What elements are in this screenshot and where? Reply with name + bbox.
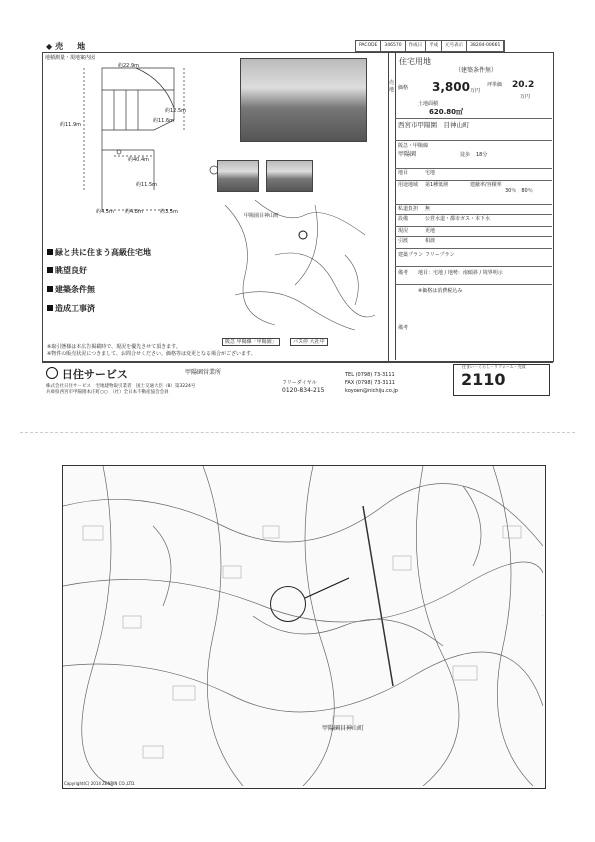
walk-time: 18分 — [476, 152, 488, 158]
price-unit: 万円 — [470, 88, 481, 94]
code-table — [355, 40, 505, 52]
row-label: 私道負担 — [398, 206, 419, 212]
row-label: 地目 — [398, 170, 409, 176]
area-label: 土地面積 — [418, 101, 439, 107]
feature-bullet: 緑と共に住まう高級住宅地 — [47, 247, 151, 259]
dimension-label: 約11.5m — [136, 182, 158, 188]
property-location-marker — [270, 586, 306, 622]
company-logo-icon — [46, 367, 58, 379]
map-copyright: Copyright(C) 2014 ZENRIN CO.,LTD. — [64, 781, 136, 786]
brand-number: 2110 — [461, 370, 506, 389]
disclaimer-note: ※取引態様は本広告掲載時で、現況を優先させて頂きます。 — [47, 344, 181, 350]
plan-caption: 地積測量・現地案内図 — [45, 55, 96, 61]
map-legend-station: 阪急 甲陽線「甲陽園」 — [222, 338, 280, 346]
row-label: 引渡 — [398, 238, 409, 244]
traffic-line: 阪急・甲陽線 — [398, 143, 429, 149]
remarks-label: 備考 — [398, 270, 409, 276]
map-area-label: 甲陽園目神山町 — [322, 725, 365, 732]
dimension-label: 約4.8m — [125, 209, 143, 215]
plot-plan-drawing — [44, 60, 234, 220]
code-cell: 元号表示 — [442, 41, 467, 51]
side-tab — [388, 52, 400, 360]
plan-value: フリープラン — [425, 252, 455, 258]
price-label: 価格 — [398, 85, 409, 91]
property-photo-small — [217, 160, 259, 192]
tsubo-label: 坪単価 — [487, 82, 503, 88]
address: 西宮市甲陽園 目神山町 — [398, 121, 470, 129]
row-label: 用途地域 — [398, 182, 419, 188]
company-address: 株式会社日住サービス 宅地建物取引業者 国土交通大臣（8）第3224号 — [46, 384, 196, 389]
row-label: 建蔽率/容積率 — [470, 182, 502, 188]
row-value: 宅地 — [425, 170, 436, 176]
row-value: 第1種低層 — [425, 182, 449, 188]
dimension-label: 約40.4m — [128, 157, 150, 163]
dimension-label: 約11.6m — [153, 118, 175, 124]
price-note: ※価格は消費税込み — [418, 288, 463, 294]
code-cell: 平成 — [426, 41, 442, 51]
area-map — [215, 195, 380, 335]
feature-bullet: 建築条件無 — [47, 284, 95, 296]
code-cell: 38204-00661 — [467, 41, 504, 51]
detailed-map-streets — [63, 466, 543, 786]
freedial-label: フリーダイヤル — [282, 380, 317, 386]
email: koyoen@nichiju.co.jp — [345, 388, 398, 394]
code-cell: 346570 — [381, 41, 405, 51]
dimension-label: 約3.5m — [160, 209, 178, 215]
row-label: 設備 — [398, 216, 409, 222]
company-logo: 日住サービス — [46, 366, 128, 382]
remarks-value: 地目：宅地 / 地勢：南傾斜 / 境界明示 — [418, 270, 503, 276]
map-legend-bus: バス停 大社中 — [290, 338, 328, 346]
property-photo — [240, 58, 367, 142]
row-label: 現況 — [398, 228, 409, 234]
brand-tagline: 住まい・くらし・リフォーム・売買 — [462, 364, 526, 369]
code-cell: 作成日 — [406, 41, 427, 51]
row-value: 無 — [425, 206, 431, 212]
area-value: 620.80㎡ — [429, 108, 464, 116]
tsubo-price: 20.2 — [512, 80, 535, 90]
walk-label: 徒歩 — [460, 152, 471, 158]
note-label: 備考 — [398, 325, 409, 331]
row-value: 更地 — [425, 228, 436, 234]
condition-label: （建築条件無） — [455, 67, 498, 74]
page-divider — [20, 432, 575, 433]
branch-name: 甲陽園営業所 — [185, 369, 222, 376]
row-value: 相談 — [425, 238, 436, 244]
fax: FAX (0798) 73-3111 — [345, 380, 395, 386]
dimension-label: 約4.5m — [96, 209, 114, 215]
dimension-label: 約22.9m — [118, 63, 140, 69]
side-tab-label: 売 地 — [389, 80, 400, 93]
row-value: 30％ 80％ — [505, 188, 533, 194]
company-address: 兵庫県西宮市甲陽園本庄町○○ （社）全日本不動産協会会員 — [46, 390, 169, 395]
listing-type-title: ◆売 地 — [46, 42, 89, 51]
code-cell: PACODE — [356, 41, 381, 51]
tsubo-unit: 万円 — [520, 94, 531, 100]
row-value: 公営水道・都市ガス・本下水 — [425, 216, 491, 222]
feature-bullet: 眺望良好 — [47, 265, 87, 277]
station-name: 甲陽園 — [398, 151, 417, 158]
plan-label: 建築プラン — [398, 252, 424, 258]
feature-bullet: 造成工事済 — [47, 303, 95, 315]
dimension-label: 約11.9m — [60, 122, 82, 128]
category-label: 住宅用地 — [399, 57, 431, 66]
disclaimer-note: ※物件の販売状況につきまして、お問合せください。価格等は変更となる場合がございます。 — [47, 351, 256, 357]
tel: TEL (0798) 73-3111 — [345, 372, 395, 378]
property-photo-small — [266, 160, 313, 192]
dimension-label: 約12.5m — [165, 108, 187, 114]
map-area-caption: 甲陽園目神山町 — [244, 213, 280, 219]
price-value: 3,800 — [432, 80, 470, 94]
freedial-number: 0120-834-215 — [282, 387, 325, 394]
